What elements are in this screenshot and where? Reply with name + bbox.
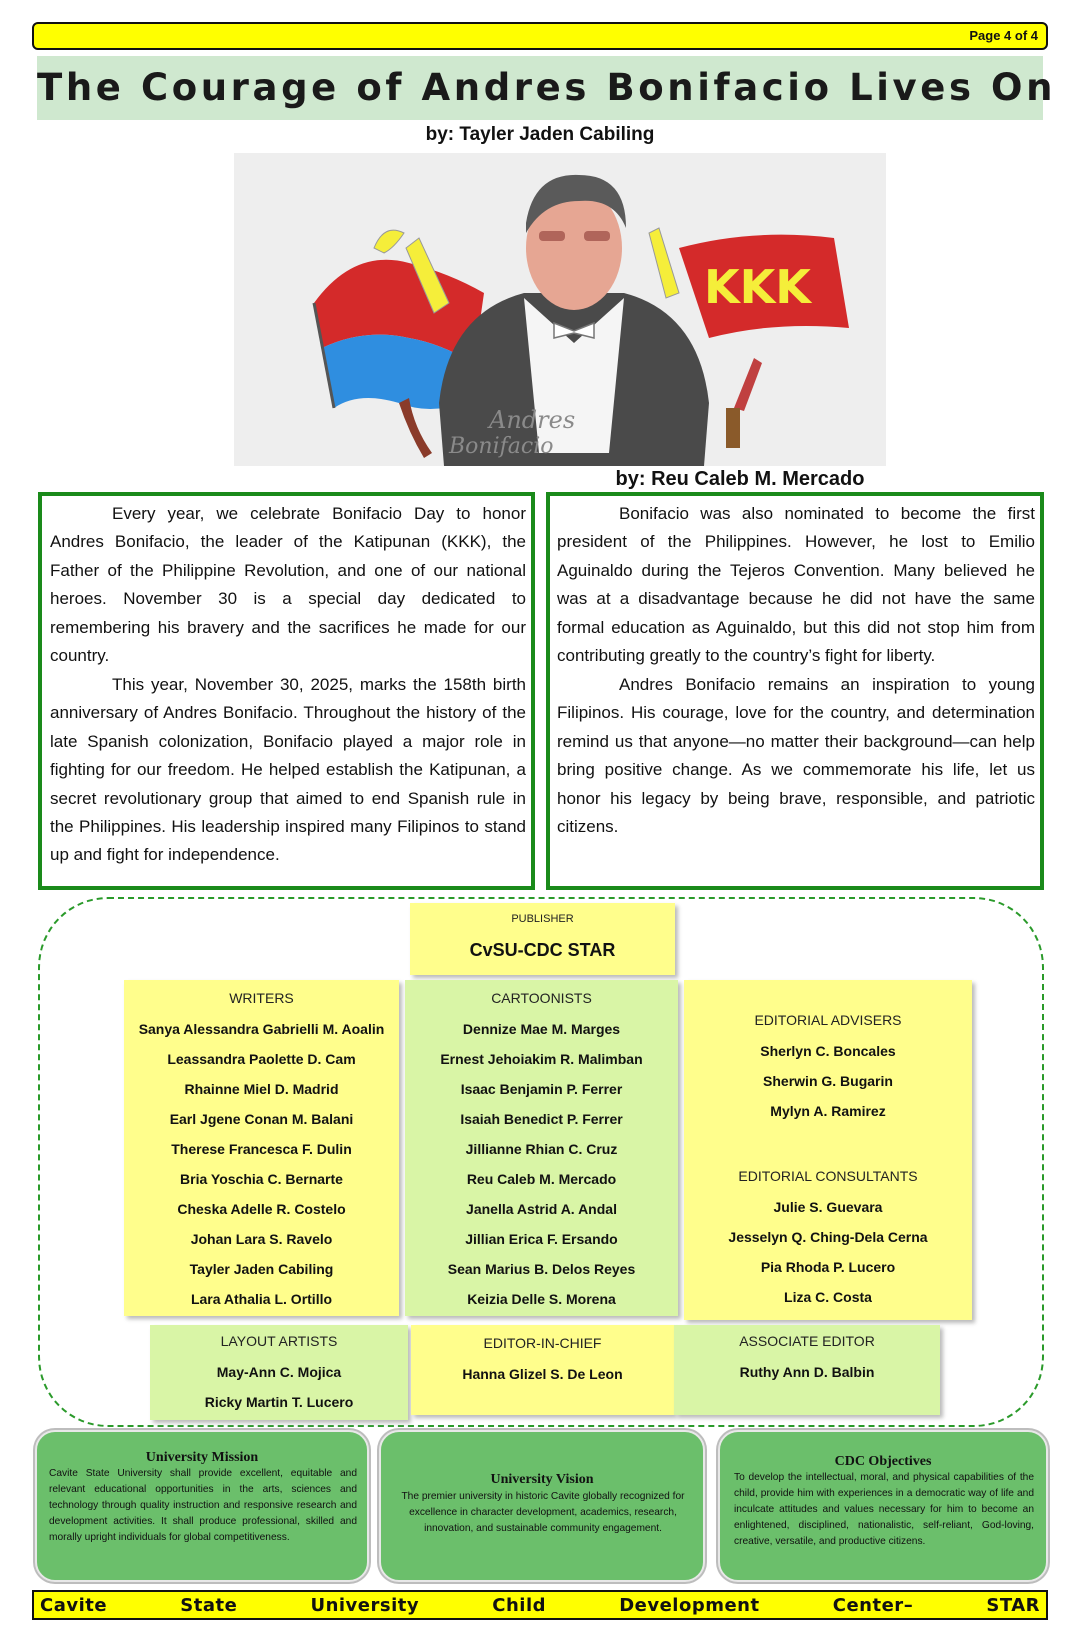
consultant-name: Liza C. Costa — [784, 1289, 872, 1305]
writer-name: Bria Yoschia C. Bernarte — [180, 1171, 343, 1187]
writer-name: Lara Athalia L. Ortillo — [190, 1291, 333, 1307]
layout-artists-box — [150, 1325, 408, 1420]
consultant-name: Jesselyn Q. Ching-Dela Cerna — [728, 1229, 928, 1245]
advisers-heading: EDITORIAL ADVISERS — [754, 1012, 902, 1028]
consultant-name: Julie S. Guevara — [773, 1199, 883, 1215]
publisher-box — [410, 903, 675, 975]
objectives-title: CDC Objectives — [834, 1454, 932, 1469]
writer-name: Tayler Jaden Cabiling — [189, 1261, 334, 1277]
publisher-heading: PUBLISHER — [511, 913, 574, 925]
writers-box — [124, 980, 399, 1316]
footer-word: Child — [492, 1594, 547, 1616]
title-band — [37, 56, 1057, 120]
objectives-text: To develop the intellectual, moral, and physical capabilities of the child, provide him with experiences in a democratic way of life and inculcate attitudes and values necessary for him to become an enlightened, disciplined, nationalistic, self-reliant, God-loving, creative, versatile, and productive citizens. — [734, 1472, 1034, 1547]
editor-in-chief-box — [411, 1325, 674, 1415]
layout-artist-name: May-Ann C. Mojica — [216, 1364, 342, 1380]
article-paragraph-2: This year, November 30, 2025, marks the 158th birth anniversary of Andres Bonifacio. Throughout the history of the late Spanish colonization, Bonifacio played a major role in fighting for our freedom. He helped establish the Katipunan, a secret revolutionary group that aimed to end Spanish rule in the Philippines. His leadership inspired many Filipinos to stand up and fight for independence. — [50, 675, 526, 865]
consultants-heading: EDITORIAL CONSULTANTS — [738, 1168, 918, 1184]
footer-word: STAR — [986, 1594, 1040, 1616]
art-byline: by: Reu Caleb M. Mercado — [615, 468, 865, 490]
kkk-flag-text: KKK — [704, 260, 811, 314]
article-paragraph-3: Bonifacio was also nominated to become the first president of the Philippines. However, he lost to Emilio Aguinaldo during the Tejeros Convention. Many believed he was at a disadvantage because he did not have the same formal education as Aguinaldo, but this did not stop him from contributing greatly to the country’s fight for liberty. — [557, 504, 1035, 666]
editor-in-chief-name: Hanna Glizel S. De Leon — [462, 1366, 623, 1382]
associate-editor-heading: ASSOCIATE EDITOR — [739, 1333, 875, 1349]
layout-artist-name: Ricky Martin T. Lucero — [204, 1394, 354, 1410]
cartoonist-name: Ernest Jehoiakim R. Malimban — [440, 1051, 643, 1067]
footer-word: Development — [619, 1594, 760, 1616]
article-column-right — [546, 492, 1044, 890]
signature-line1: Andres — [489, 406, 576, 434]
writer-name: Johan Lara S. Ravelo — [190, 1231, 333, 1247]
publisher-name: CvSU-CDC STAR — [469, 940, 616, 960]
footer-word: Cavite — [40, 1594, 108, 1616]
university-mission-box — [35, 1430, 369, 1582]
writers-heading: WRITERS — [229, 990, 294, 1006]
cartoonist-name: Jillianne Rhian C. Cruz — [465, 1141, 618, 1157]
cartoonist-name: Janella Astrid A. Andal — [466, 1201, 617, 1217]
cartoonist-name: Sean Marius B. Delos Reyes — [447, 1261, 636, 1277]
cartoonist-name: Keizia Delle S. Morena — [467, 1291, 616, 1307]
layout-artists-heading: LAYOUT ARTISTS — [220, 1333, 338, 1349]
cartoonists-box — [405, 980, 678, 1316]
mission-text: Cavite State University shall provide excellent, equitable and relevant educational opportunities in the arts, sciences and technology through quality instruction and responsive research and development activities. It shall produce professional, skilled and morally upright individuals for global competitiveness. — [49, 1468, 357, 1543]
associate-editor-name: Ruthy Ann D. Balbin — [739, 1364, 875, 1380]
consultant-name: Pia Rhoda P. Lucero — [760, 1259, 896, 1275]
mission-title: University Mission — [145, 1450, 259, 1465]
bonifacio-drawing — [234, 153, 886, 466]
footer-word: State — [180, 1594, 238, 1616]
vision-title: University Vision — [490, 1472, 594, 1487]
university-vision-box — [379, 1430, 705, 1582]
article-paragraph-1: Every year, we celebrate Bonifacio Day to honor Andres Bonifacio, the leader of the Katipunan (KKK), the Father of the Philippine Revolution, and one of our national heroes. November 30 is a special day dedicated to remembering his bravery and the sacrifices he made for our country. — [50, 504, 526, 666]
top-banner — [32, 22, 1048, 50]
vision-text: The premier university in historic Cavite globally recognized for excellence in character development, academics, research, innovation, and sustainable community engagement. — [401, 1491, 685, 1534]
writer-name: Rhainne Miel D. Madrid — [184, 1081, 339, 1097]
writer-name: Leassandra Paolette D. Cam — [167, 1051, 356, 1067]
associate-editor-box — [674, 1325, 940, 1415]
cdc-objectives-box — [718, 1430, 1048, 1582]
cartoonists-heading: CARTOONISTS — [491, 990, 592, 1006]
article-column-left — [38, 492, 535, 890]
article-paragraph-4: Andres Bonifacio remains an inspiration to young Filipinos. His courage, love for the country, and determination remind us that anyone—no matter their background—can help bring positive change. As we commemorate his life, let us honor his legacy by being brave, responsible, and patriotic citizens. — [557, 675, 1035, 837]
signature-line2: Bonifacio — [449, 434, 554, 459]
writer-name: Therese Francesca F. Dulin — [171, 1141, 352, 1157]
adviser-name: Sherlyn C. Boncales — [760, 1043, 896, 1059]
footer-word: University — [310, 1594, 420, 1616]
advisers-box — [684, 980, 972, 1320]
page-title: The Courage of Andres Bonifacio Lives On — [37, 66, 1057, 109]
page-number: Page 4 of 4 — [969, 28, 1038, 43]
cartoonist-name: Dennize Mae M. Marges — [462, 1021, 621, 1037]
footer-banner — [32, 1590, 1048, 1620]
article-byline: by: Tayler Jaden Cabiling — [425, 124, 655, 145]
writer-name: Sanya Alessandra Gabrielli M. Aoalin — [138, 1021, 385, 1037]
cartoonist-name: Isaiah Benedict P. Ferrer — [460, 1111, 623, 1127]
adviser-name: Mylyn A. Ramirez — [770, 1103, 886, 1119]
cartoonist-name: Isaac Benjamin P. Ferrer — [460, 1081, 623, 1097]
footer-word: Center– — [832, 1594, 914, 1616]
editor-in-chief-heading: EDITOR-IN-CHIEF — [483, 1335, 602, 1351]
cartoonist-name: Reu Caleb M. Mercado — [466, 1171, 617, 1187]
drawing-illustration — [234, 153, 886, 466]
writer-name: Cheska Adelle R. Costelo — [177, 1201, 346, 1217]
adviser-name: Sherwin G. Bugarin — [763, 1073, 893, 1089]
writer-name: Earl Jgene Conan M. Balani — [169, 1111, 354, 1127]
cartoonist-name: Jillian Erica F. Ersando — [465, 1231, 618, 1247]
